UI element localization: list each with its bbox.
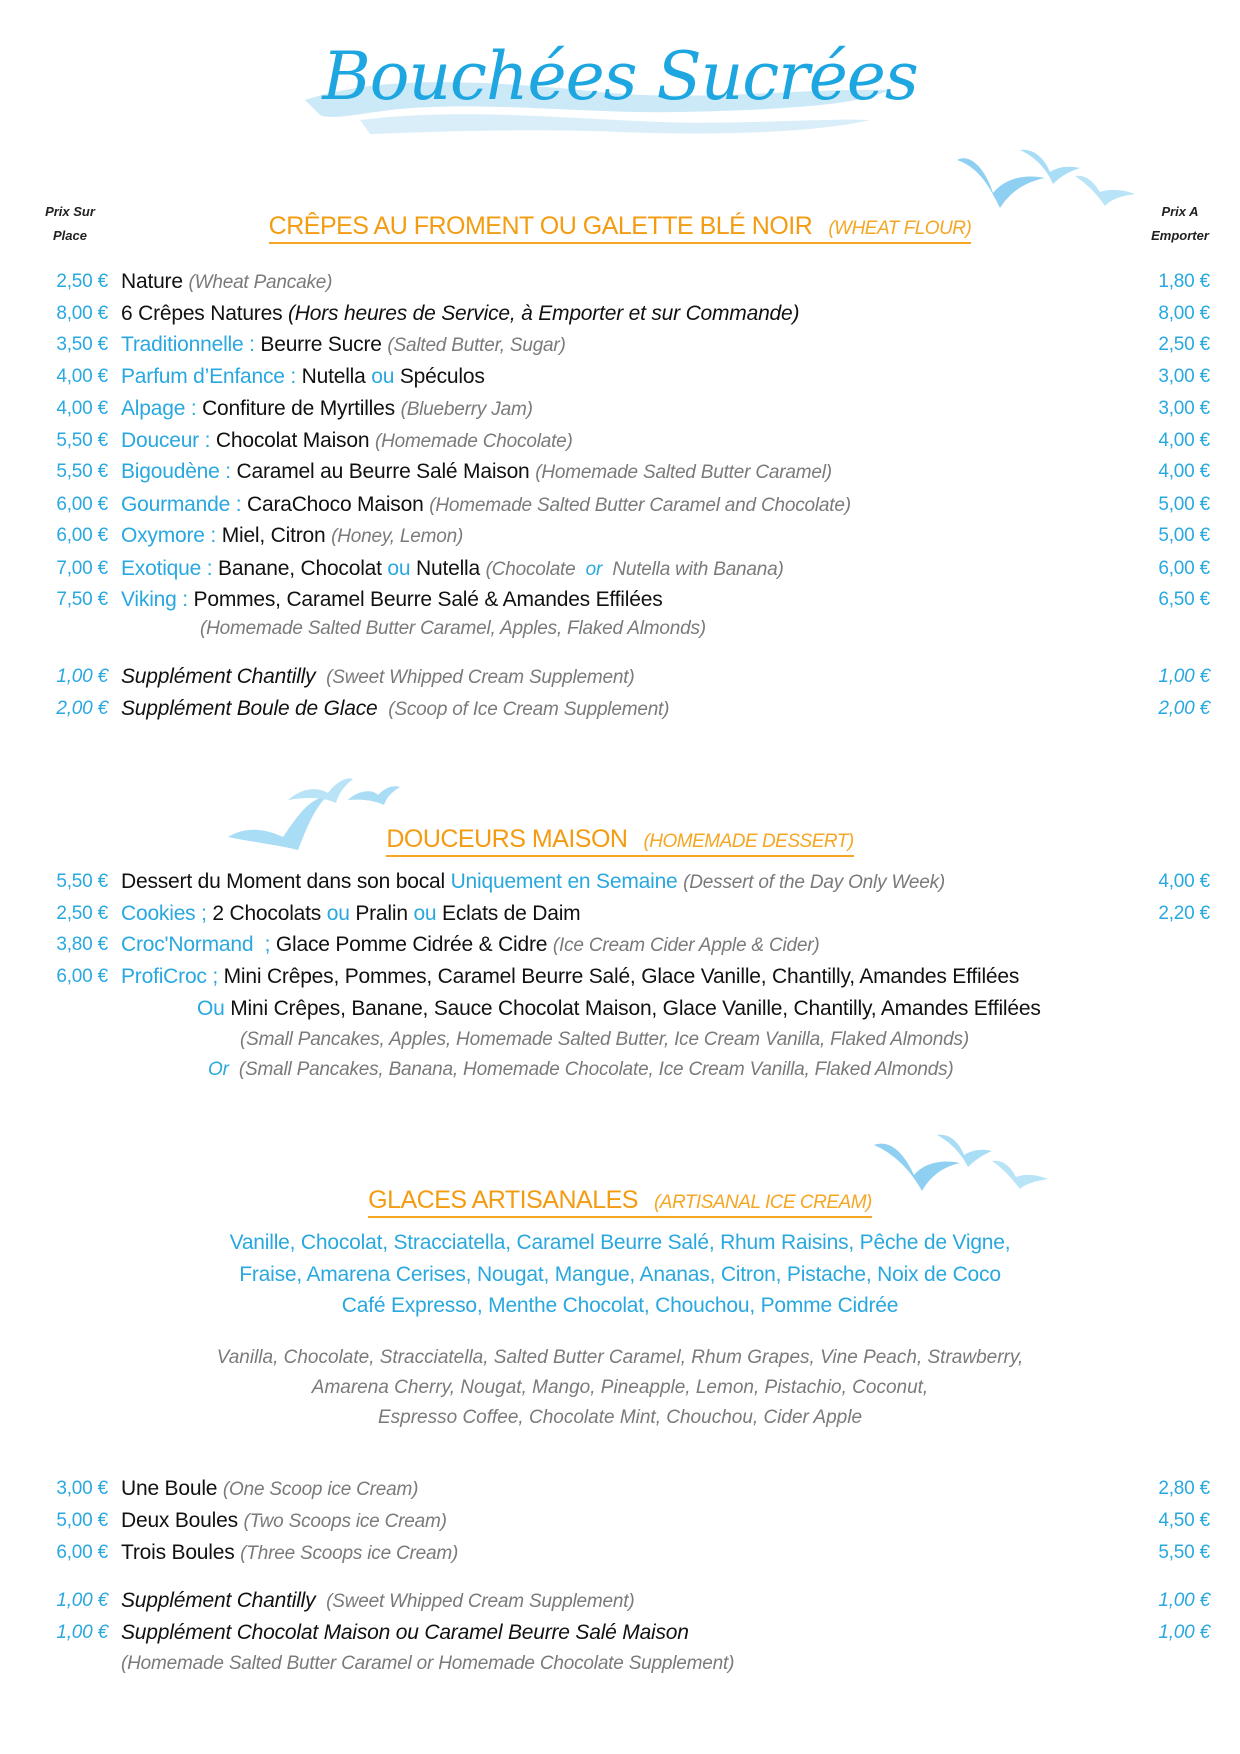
column-heading-line: Place [53,228,87,243]
price-dine-in: 7,00 € [56,558,108,579]
menu-item [0,491,1240,519]
price-dine-in: 1,00 € [56,1622,108,1643]
price-takeaway: 4,00 € [1158,461,1210,482]
section-subtitle: (HOMEMADE DESSERT) [643,831,854,852]
price-takeaway: 1,00 € [1158,1590,1210,1611]
text-segment: 6 Crêpes Natures [121,302,289,325]
page-title: Bouchées Sucrées [322,38,918,115]
price-takeaway: 5,50 € [1158,1542,1210,1563]
column-heading-line: Prix Sur [45,204,95,219]
price-takeaway: 5,00 € [1158,494,1210,515]
price-takeaway: 4,00 € [1158,430,1210,451]
menu-item [0,555,1240,583]
text-segment: Or [208,1059,234,1080]
price-dine-in: 5,50 € [56,430,108,451]
price-dine-in: 7,50 € [56,589,108,610]
menu-item-text [121,458,832,487]
menu-item-text [121,491,851,520]
section-title: CRÊPES AU FROMENT OU GALETTE BLÉ NOIR [268,212,813,240]
price-dine-in: 2,50 € [56,271,108,292]
menu-item-text [197,995,1041,1023]
price-dine-in: 1,00 € [56,1590,108,1611]
section-heading [0,825,1240,857]
price-dine-in: 6,00 € [56,525,108,546]
text-segment: Glace Pomme Cidrée & Cidre [275,933,553,956]
price-dine-in: 5,50 € [56,461,108,482]
menu-item [0,522,1240,550]
price-takeaway: 1,00 € [1158,666,1210,687]
text-segment: Supplément Chocolat Maison ou Caramel Beurre Salé Maison [121,1621,689,1644]
menu-item [0,900,1240,928]
text-segment: (Homemade Salted Butter Caramel or Homemade Chocolate Supplement) [121,1653,735,1674]
text-segment: Parfum d’Enfance : [121,365,302,388]
column-heading-line: Prix A [1161,204,1199,219]
text-segment: Cookies ; [121,902,213,925]
text-segment: Dessert du Moment dans son bocal [121,870,451,893]
price-dine-in: 8,00 € [56,303,108,324]
menu-item-text [240,1025,969,1054]
flavor-list-line: Fraise, Amarena Cerises, Nougat, Mangue, Ananas, Citron, Pistache, Noix de Coco [239,1262,1001,1286]
price-takeaway: 4,00 € [1158,871,1210,892]
price-dine-in: 1,00 € [56,666,108,687]
text-segment: (Homemade Salted Butter Caramel, Apples, Flaked Almonds) [200,618,706,639]
section-title: DOUCEURS MAISON [386,825,628,853]
text-segment: (Salted Butter, Sugar) [387,335,566,356]
menu-item [0,1475,1240,1503]
price-takeaway: 2,80 € [1158,1478,1210,1499]
menu-item-text [121,1587,634,1616]
text-segment: Alpage : [121,397,203,420]
menu-item [0,868,1240,896]
section-title: GLACES ARTISANALES [368,1186,638,1214]
text-segment: Caramel au Beurre Salé Maison [236,460,536,483]
text-segment: (Honey, Lemon) [331,526,464,547]
menu-item [0,363,1240,391]
menu-item-text [121,1649,734,1678]
text-segment: Oxymore : [121,524,222,547]
text-segment: Banane, Chocolat [218,557,388,580]
text-segment: (Scoop of Ice Cream Supplement) [383,699,670,720]
text-segment: (Chocolate [485,559,581,580]
price-takeaway: 6,50 € [1158,589,1210,610]
price-dine-in: 6,00 € [56,966,108,987]
seagulls-icon [955,148,1140,210]
text-segment: Spéculos [399,365,485,388]
price-takeaway: 2,20 € [1158,903,1210,924]
text-segment: Croc'Normand ; [121,933,276,956]
menu-item-text [121,663,634,692]
price-takeaway: 1,00 € [1158,1622,1210,1643]
text-segment: (One Scoop ice Cream) [222,1479,419,1500]
flavor-list-line: Vanille, Chocolat, Stracciatella, Caramel Beurre Salé, Rhum Raisins, Pêche de Vigne, [229,1231,1011,1254]
text-segment: (Homemade Chocolate) [374,431,573,452]
price-dine-in: 3,00 € [56,1478,108,1499]
menu-item-text [121,268,332,297]
text-segment: CaraChoco Maison [247,493,430,516]
price-takeaway: 1,80 € [1158,271,1210,292]
text-segment: Traditionnelle : [121,333,261,356]
text-segment: (Hors heures de Service, à Emporter et sur Commande) [288,302,800,325]
menu-item-text [121,1539,458,1568]
section-subtitle: (ARTISANAL ICE CREAM) [653,1192,872,1213]
text-segment: ou [387,557,417,580]
menu-item [0,1587,1240,1615]
text-segment: (Ice Cream Cider Apple & Cider) [552,935,820,956]
text-segment: Deux Boules [121,1509,244,1532]
menu-item [0,268,1240,296]
menu-item-detail-line [0,1649,1240,1677]
price-takeaway: 2,50 € [1158,334,1210,355]
text-segment: ou [413,902,443,925]
text-segment: (Homemade Salted Butter Caramel) [535,462,832,483]
text-segment: (Three Scoops ice Cream) [240,1543,459,1564]
text-segment: (Blueberry Jam) [400,399,533,420]
text-segment: Exotique : [121,557,219,580]
menu-item [0,931,1240,959]
menu-item [0,427,1240,455]
text-segment: Nature [121,270,189,293]
menu-item-text [208,1055,954,1084]
text-segment: (Wheat Pancake) [188,272,333,293]
section-heading [0,1186,1240,1218]
text-segment: ou [371,365,400,388]
text-segment: ou [326,902,356,925]
menu-item-text [121,300,799,328]
text-segment: ProfiCroc ; [121,965,224,988]
price-takeaway: 6,00 € [1158,558,1210,579]
price-takeaway: 3,00 € [1158,398,1210,419]
text-segment: Viking : [121,588,194,611]
text-segment: or [580,559,608,580]
text-segment: Mini Crêpes, Pommes, Caramel Beurre Salé, Glace Vanille, Chantilly, Amandes Effilées [223,965,1020,988]
menu-item-text [121,331,566,360]
text-segment: 2 Chocolats [212,902,327,925]
menu-item [0,458,1240,486]
flavor-list-english-line: Vanilla, Chocolate, Stracciatella, Salted Butter Caramel, Rhum Grapes, Vine Peach, Strawberry, [216,1347,1024,1368]
section-heading [0,212,1240,244]
text-segment: (Sweet Whipped Cream Supplement) [321,1591,635,1612]
menu-item [0,331,1240,359]
text-segment: Supplément Boule de Glace [121,697,384,720]
menu-item [0,695,1240,723]
price-takeaway: 8,00 € [1158,303,1210,324]
price-dine-in: 5,00 € [56,1510,108,1531]
menu-item [0,1619,1240,1647]
text-segment: Mini Crêpes, Banane, Sauce Chocolat Maison, Glace Vanille, Chantilly, Amandes Effilées [230,997,1041,1020]
price-dine-in: 3,80 € [56,934,108,955]
text-segment: Nutella [416,557,486,580]
text-segment: Confiture de Myrtilles [202,397,401,420]
menu-item-text [121,586,663,614]
text-segment: Beurre Sucre [260,333,388,356]
column-heading-line: Emporter [1151,228,1209,243]
menu-item-text [121,900,580,928]
price-takeaway: 3,00 € [1158,366,1210,387]
section-subtitle: (WHEAT FLOUR) [828,218,972,239]
text-segment: (Sweet Whipped Cream Supplement) [321,667,635,688]
menu-item-detail-line [0,995,1240,1023]
price-dine-in: 5,50 € [56,871,108,892]
flavor-list-line: Café Expresso, Menthe Chocolat, Chouchou, Pomme Cidrée [341,1294,899,1317]
menu-item-text [121,1475,418,1504]
menu-item-text [121,931,819,960]
text-segment: Ou [197,997,231,1020]
menu-item-detail-line [0,1055,1240,1083]
text-segment: Uniquement en Semaine [450,870,684,893]
flavor-list-english-line: Espresso Coffee, Chocolate Mint, Chouchou, Cider Apple [377,1407,863,1428]
menu-item [0,963,1240,991]
price-dine-in: 3,50 € [56,334,108,355]
section-heading-underline [269,212,972,244]
price-dine-in: 4,00 € [56,366,108,387]
menu-item [0,1539,1240,1567]
price-dine-in: 4,00 € [56,398,108,419]
price-takeaway: 2,00 € [1158,698,1210,719]
text-segment: (Small Pancakes, Apples, Homemade Salted Butter, Ice Cream Vanilla, Flaked Almonds) [240,1029,969,1050]
menu-item-detail-line [0,1025,1240,1053]
menu-item-text [121,427,573,456]
menu-item-text [121,868,945,897]
price-takeaway: 5,00 € [1158,525,1210,546]
menu-item-text [121,363,485,391]
menu-item [0,663,1240,691]
text-segment: Pralin [355,902,414,925]
text-segment: Supplément Chantilly [121,665,322,688]
menu-item-text [121,555,784,584]
menu-item-text [200,614,706,643]
menu-item-text [121,1619,689,1647]
menu-item [0,395,1240,423]
section-heading-underline [386,825,853,857]
text-segment: Supplément Chantilly [121,1589,322,1612]
text-segment: Trois Boules [121,1541,241,1564]
text-segment: Eclats de Daim [442,902,581,925]
text-segment: (Homemade Salted Butter Caramel and Chocolate) [429,495,851,516]
text-segment: Gourmande : [121,493,247,516]
text-segment: Chocolat Maison [215,429,375,452]
text-segment: (Two Scoops ice Cream) [243,1511,447,1532]
price-dine-in: 2,50 € [56,903,108,924]
price-dine-in: 6,00 € [56,494,108,515]
price-dine-in: 6,00 € [56,1542,108,1563]
menu-item-detail-line [0,614,1240,642]
text-segment: Douceur : [121,429,216,452]
menu-item [0,300,1240,328]
menu-item-text [121,1507,447,1536]
text-segment: (Small Pancakes, Banana, Homemade Chocolate, Ice Cream Vanilla, Flaked Almonds) [233,1059,954,1080]
seagulls-icon [872,1133,1052,1193]
flavor-list-english-line: Amarena Cherry, Nougat, Mango, Pineapple, Lemon, Pistachio, Coconut, [311,1377,929,1398]
menu-item-text [121,695,669,724]
text-segment: Pommes, Caramel Beurre Salé & Amandes Effilées [193,588,663,611]
menu-item [0,586,1240,614]
section-heading-underline [368,1186,872,1218]
menu-item-text [121,963,1019,991]
text-segment: Bigoudène : [121,460,237,483]
text-segment: Nutella [301,365,372,388]
price-dine-in: 2,00 € [56,698,108,719]
text-segment: Une Boule [121,1477,223,1500]
text-segment: Nutella with Banana) [607,559,784,580]
menu-item-text [121,522,463,551]
menu-item [0,1507,1240,1535]
price-takeaway: 4,50 € [1158,1510,1210,1531]
text-segment: (Dessert of the Day Only Week) [683,872,946,893]
menu-item-text [121,395,533,424]
text-segment: Miel, Citron [221,524,332,547]
